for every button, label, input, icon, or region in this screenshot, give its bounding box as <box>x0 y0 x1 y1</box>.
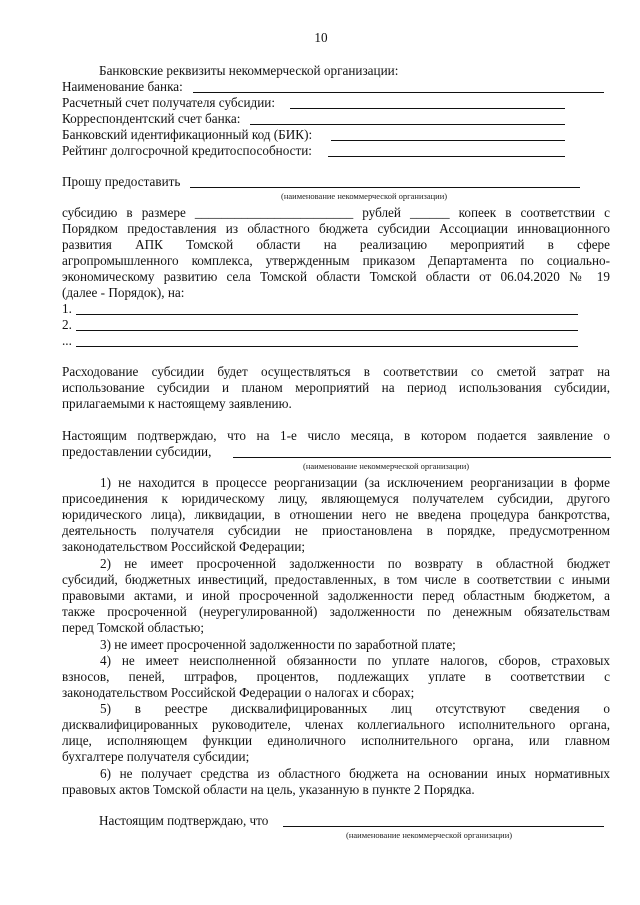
condition-3-line: 3) не имеет просроченной задолженности по заработной плате; <box>100 637 456 652</box>
condition-5-line-last: бухгалтере получателя субсидии; <box>62 749 250 764</box>
condition-1-line-2: присоединения к юридическому лицу, являющемуся получателем субсидии, другого <box>62 491 610 506</box>
confirm-org-field[interactable] <box>233 457 611 458</box>
request-org-field[interactable] <box>190 187 580 188</box>
condition-1-line-3: юридического лица), ликвидации, в отношении него не введена процедура банкротства, <box>62 507 610 522</box>
condition-1-line-last: законодательством Российской Федерации; <box>62 539 306 554</box>
condition-5-line-3: лице, исполняющем функции единоличного исполнительного органа, или главном <box>62 733 610 748</box>
spending-line-1: Расходование субсидии будет осуществляться в соответствии со сметой затрат на <box>62 364 610 379</box>
condition-1-line-4: деятельность получателя субсидии не приостановлена в порядке, предусмотренном <box>62 523 610 538</box>
condition-1-line-1: 1) не находится в процессе реорганизации (за исключением реорганизации в форме <box>100 475 610 490</box>
corr-account-label: Корреспондентский счет банка: <box>62 111 241 126</box>
list-item-1-number: 1. <box>62 301 72 316</box>
final-org-field[interactable] <box>283 826 604 827</box>
condition-2-line-3: правовыми актами, и иной просроченной задолженности перед областным бюджетом, а <box>62 588 610 603</box>
confirm-line-1: Настоящим подтверждаю, что на 1-е число месяца, в котором подается заявление о <box>62 428 610 443</box>
account-field[interactable] <box>290 108 565 109</box>
condition-4-line-last: законодательством Российской Федерации о налогах и сборах; <box>62 685 415 700</box>
list-item-2-number: 2. <box>62 317 72 332</box>
rating-label: Рейтинг долгосрочной кредитоспособности: <box>62 143 312 158</box>
request-line-2: Порядком предоставления из областного бюджета субсидии Ассоциации инновационного <box>62 221 610 236</box>
bik-field[interactable] <box>331 140 565 141</box>
account-label: Расчетный счет получателя субсидии: <box>62 95 275 110</box>
condition-2-line-4: также просроченной (неурегулированной) задолженности по денежным обязательствам <box>62 604 610 619</box>
list-item-more-field[interactable] <box>76 346 578 347</box>
list-item-more: ... <box>62 333 72 348</box>
final-prefix: Настоящим подтверждаю, что <box>99 813 269 828</box>
spending-line-last: прилагаемыми к настоящему заявлению. <box>62 396 292 411</box>
condition-6-line-last: правовых актов Томской области на цель, указанную в пункте 2 Порядка. <box>62 782 475 797</box>
corr-account-field[interactable] <box>250 124 565 125</box>
request-line-1: субсидию в размере ________________________ рублей ______ копеек в соответствии с <box>62 205 610 220</box>
request-org-caption: (наименование некоммерческой организации) <box>281 191 448 201</box>
confirm-line-2: предоставлении субсидии, <box>62 444 212 459</box>
rating-field[interactable] <box>328 156 565 157</box>
condition-2-line-2: субсидий, бюджетных инвестиций, предоставленных, в том числе в соответствии с иными <box>62 572 610 587</box>
bank-heading: Банковские реквизиты некоммерческой организации: <box>99 63 399 78</box>
request-line-last: (далее - Порядок), на: <box>62 285 185 300</box>
condition-4-line-2: взносов, пеней, штрафов, процентов, подлежащих уплате в соответствии с <box>62 669 610 684</box>
condition-2-line-1: 2) не имеет просроченной задолженности по возврату в областной бюджет <box>100 556 610 571</box>
condition-4-line-1: 4) не имеет неисполненной обязанности по уплате налогов, сборов, страховых <box>100 653 610 668</box>
list-item-2-field[interactable] <box>76 330 578 331</box>
confirm-org-caption: (наименование некоммерческой организации) <box>303 461 470 471</box>
spending-line-2: использование субсидии и планом мероприятий на период использования субсидии, <box>62 380 610 395</box>
condition-2-line-last: перед Томской областью; <box>62 620 205 635</box>
condition-6-line-1: 6) не получает средства из областного бюджета на основании иных нормативных <box>100 766 610 781</box>
request-line-5: экономическому развитию села Томской области Томской области от 06.04.2020 № 19 <box>62 269 610 284</box>
final-org-caption: (наименование некоммерческой организации) <box>346 830 513 840</box>
request-line-4: агропромышленного комплекса, утвержденным приказом Департамента по социально- <box>62 253 610 268</box>
request-line-3: развития АПК Томской области на реализацию мероприятий в сфере <box>62 237 610 252</box>
page-number: 10 <box>314 30 328 45</box>
condition-5-line-2: дисквалифицированных руководителе, членах коллегиального исполнительного органа, <box>62 717 610 732</box>
bank-name-field[interactable] <box>193 92 604 93</box>
list-item-1-field[interactable] <box>76 314 578 315</box>
request-prefix: Прошу предоставить <box>62 174 181 189</box>
bik-label: Банковский идентификационный код (БИК): <box>62 127 313 142</box>
condition-5-line-1: 5) в реестре дисквалифицированных лиц отсутствуют сведения о <box>100 701 610 716</box>
bank-name-label: Наименование банка: <box>62 79 183 94</box>
